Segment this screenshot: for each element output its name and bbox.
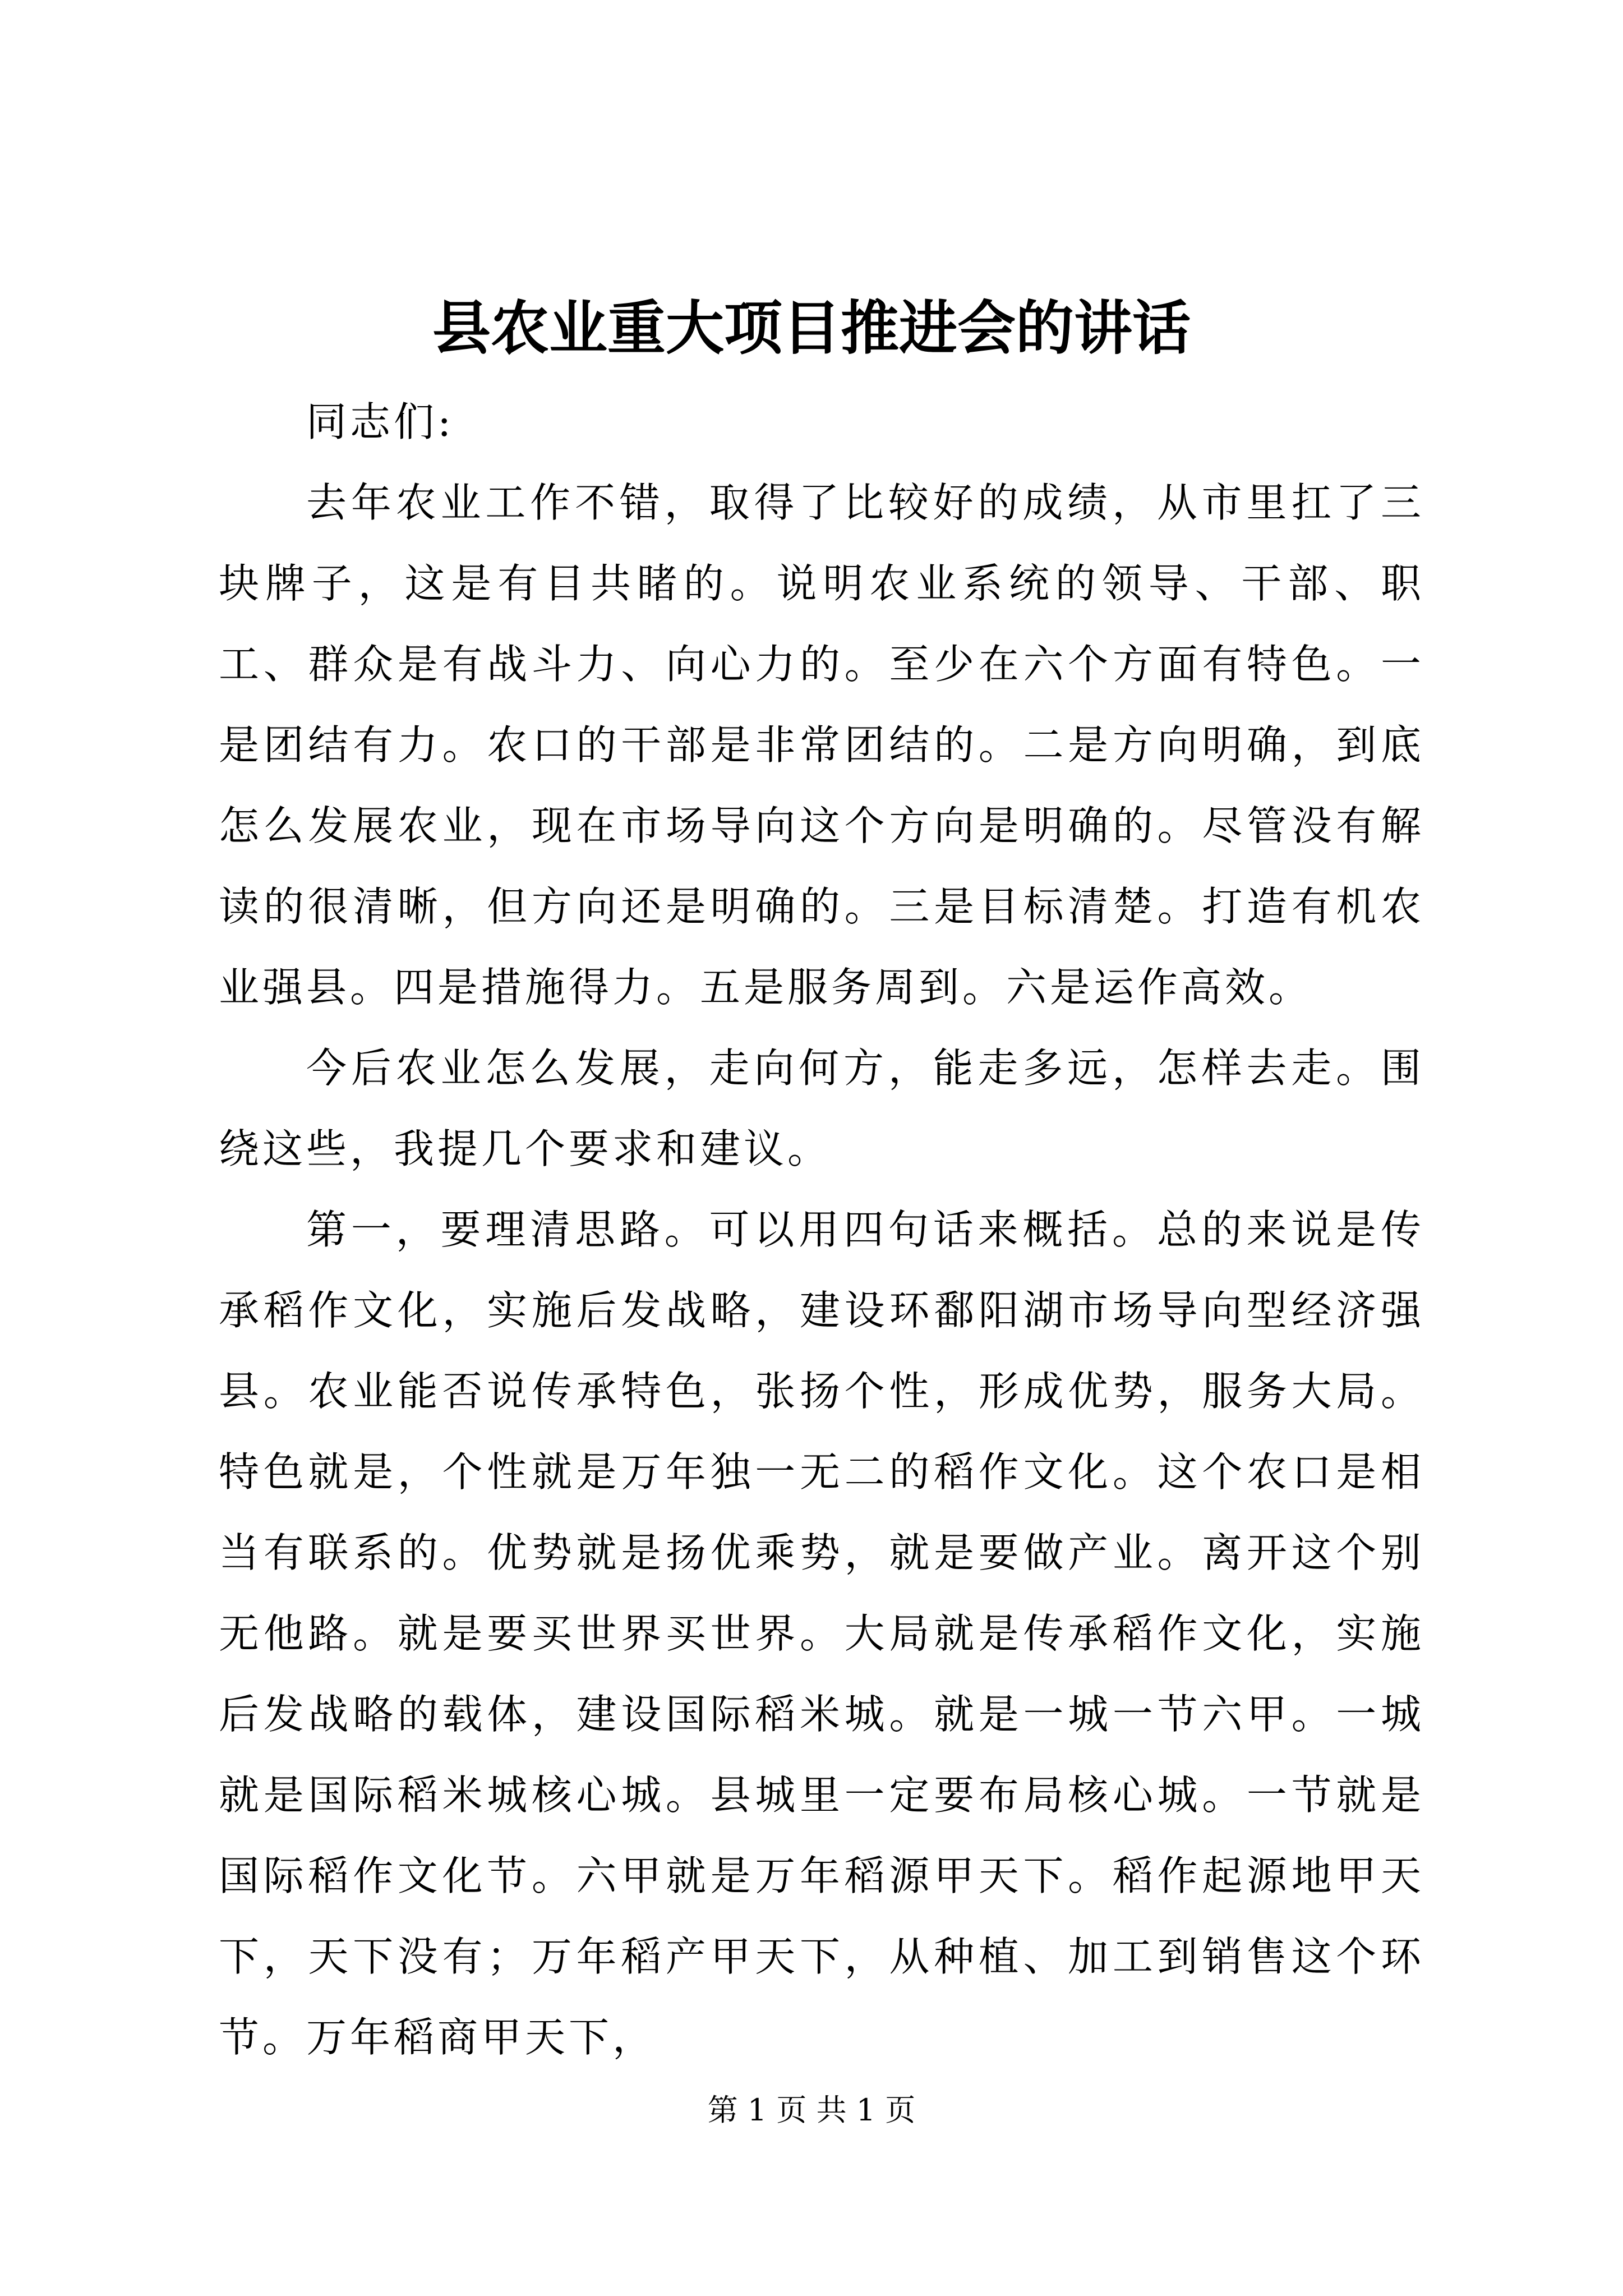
- page-footer: 第 1 页 共 1 页: [707, 2092, 916, 2128]
- paragraph: 今后农业怎么发展，走向何方，能走多远，怎样去走。围绕这些，我提几个要求和建议。: [219, 1045, 1424, 1172]
- paragraph: 去年农业工作不错，取得了比较好的成绩，从市里扛了三块牌子，这是有目共睹的。说明农业系统的领导、干部、职工、群众是有战斗力、向心力的。至少在六个方面有特色。一是团结有力。农口的干部是非常团结的。二是方向明确，到底怎么发展农业，现在市场导向这个方向是明确的。尽管没有解读的很清晰，但方向还是明确的。三是目标清楚。打造有机农业强县。四是措施得力。五是服务周到。六是运作高效。: [219, 479, 1424, 1011]
- document-body: [219, 381, 1424, 2078]
- salutation: 同志们:: [306, 398, 455, 445]
- paragraph: 第一，要理清思路。可以用四句话来概括。总的来说是传承稻作文化，实施后发战略，建设环鄱阳湖市场导向型经济强县。农业能否说传承特色，张扬个性，形成优势，服务大局。特色就是，个性就是万年独一无二的稻作文化。这个农口是相当有联系的。优势就是扬优乘势，就是要做产业。离开这个别无他路。就是要买世界买世界。大局就是传承稻作文化，实施后发战略的载体，建设国际稻米城。就是一城一节六甲。一城就是国际稻米城核心城。县城里一定要布局核心城。一节就是国际稻作文化节。六甲就是万年稻源甲天下。稻作起源地甲天下，天下没有；万年稻产甲天下，从种植、加工到销售这个环节。万年稻商甲天下，: [219, 1206, 1424, 2061]
- document-title: 县农业重大项目推进会的讲话: [432, 293, 1191, 362]
